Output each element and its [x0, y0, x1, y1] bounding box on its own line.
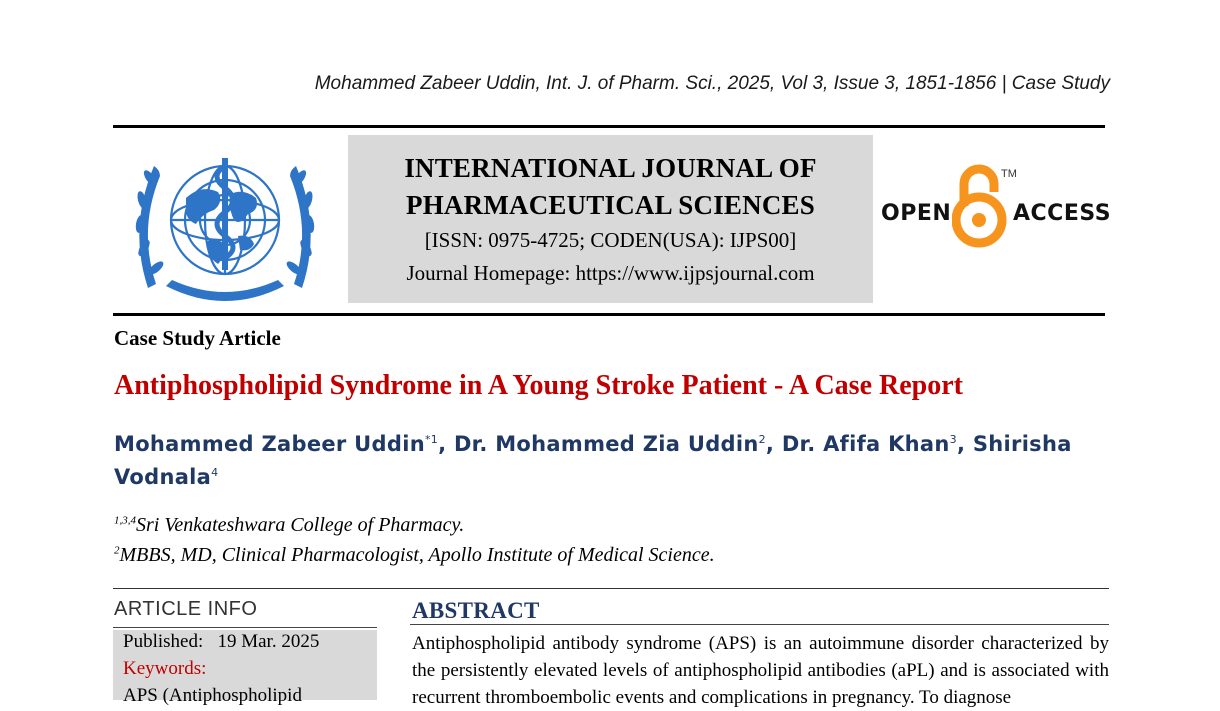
- article-info-panel: [113, 630, 377, 706]
- affiliation-text: MBBS, MD, Clinical Pharmacologist, Apollo Institute of Medical Science.: [119, 544, 715, 566]
- article-title: Antiphospholipid Syndrome in A Young Stroke Patient - A Case Report: [114, 370, 963, 401]
- section-divider: [113, 588, 1109, 589]
- author-affiliation-mark: 4: [211, 466, 219, 479]
- journal-masthead: [348, 135, 873, 303]
- author-name: Dr. Mohammed Zia Uddin: [453, 432, 759, 456]
- journal-title-line2: PHARMACEUTICAL SCIENCES: [406, 190, 815, 220]
- abstract-rule: [410, 624, 1109, 625]
- keyword-item: APS (Antiphospholipid: [123, 685, 302, 706]
- who-emblem-logo: [126, 138, 324, 306]
- published-label: Published:: [123, 631, 204, 652]
- article-type: Case Study Article: [114, 326, 281, 350]
- keywords-label: Keywords:: [123, 658, 207, 679]
- affiliation-text: Sri Venkateshwara College of Pharmacy.: [136, 514, 465, 536]
- published-line: [123, 631, 319, 653]
- article-info-rule: [113, 627, 377, 628]
- affiliation-mark: 1,3,4: [114, 514, 136, 527]
- journal-issn: [ISSN: 0975-4725; CODEN(USA): IJPS00]: [424, 228, 797, 252]
- affiliation-mark: 2: [114, 544, 120, 557]
- published-date: 19 Mar. 2025: [217, 631, 320, 652]
- affiliation: [114, 514, 464, 537]
- abstract-heading: ABSTRACT: [412, 598, 540, 623]
- author-affiliation-mark: 3: [949, 433, 957, 446]
- masthead-bottom-rule: [113, 313, 1105, 316]
- author-name: Shirisha Vodnala: [114, 432, 1072, 489]
- author-affiliation-mark: *1: [424, 433, 439, 446]
- top-rule: [113, 125, 1105, 128]
- open-access-word-open: OPEN: [881, 201, 952, 226]
- journal-title-line1: INTERNATIONAL JOURNAL OF: [404, 153, 817, 183]
- author-name: Dr. Afifa Khan: [781, 432, 950, 456]
- trademark-mark: TM: [1001, 168, 1017, 180]
- article-info-heading: ARTICLE INFO: [114, 598, 258, 620]
- open-access-word-access: ACCESS: [1013, 201, 1112, 226]
- author-affiliation-mark: 2: [758, 433, 766, 446]
- author-name: Mohammed Zabeer Uddin: [114, 432, 425, 456]
- abstract-text: Antiphospholipid antibody syndrome (APS) is an autoimmune disorder characterized by the persistently elevated levels of antiphospholipid antibodies (aPL) and is associated with recurrent thromboembolic events and complications in pregnancy. To diagnose: [412, 633, 1109, 708]
- journal-homepage-link[interactable]: Journal Homepage: https://www.ijpsjournal.com: [406, 261, 815, 285]
- running-header: Mohammed Zabeer Uddin, Int. J. of Pharm. Sci., 2025, Vol 3, Issue 3, 1851-1856 | Case Study: [314, 73, 1110, 94]
- affiliation: [114, 544, 715, 567]
- open-access-logo: [880, 162, 1110, 254]
- author-list: Mohammed Zabeer Uddin$^{*1}$, Dr. Mohammed Zia Uddin$^2$, Dr. Afifa Khan$^3$, Shirisha Vodnala$^4$: [114, 432, 1072, 489]
